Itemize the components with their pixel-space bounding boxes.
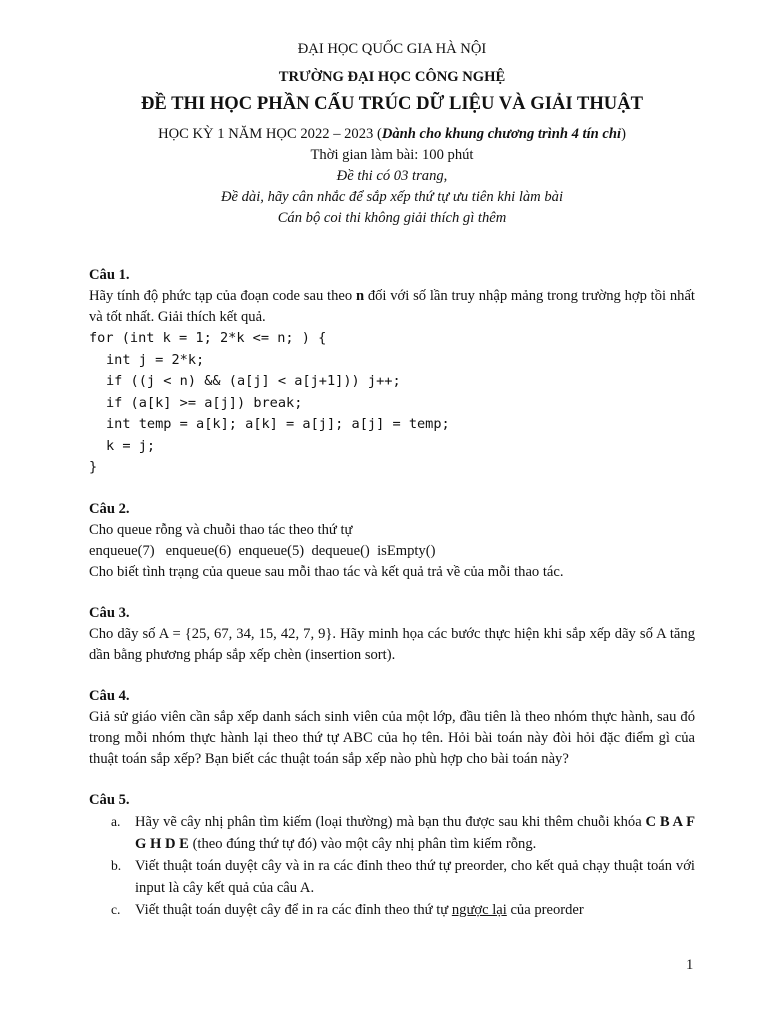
- semester-line: [89, 124, 695, 145]
- duration-line: Thời gian làm bài: 100 phút: [310, 147, 474, 163]
- question-1-text: [89, 286, 695, 328]
- question-5: [89, 790, 695, 921]
- question-2-title: Câu 2.: [89, 500, 130, 517]
- exam-page: [89, 38, 695, 921]
- school-name: TRƯỜNG ĐẠI HỌC CÔNG NGHỆ: [278, 69, 506, 85]
- question-1-text-part: Hãy tính độ phức tạp của đoạn code sau theo: [89, 288, 356, 304]
- semester-emphasis: Dành cho khung chương trình 4 tín chỉ: [381, 126, 622, 142]
- item-text-part: Hãy vẽ cây nhị phân tìm kiếm (loại thường) mà bạn thu được sau khi thêm chuỗi khóa: [135, 813, 646, 830]
- question-5-item-b: [89, 855, 695, 899]
- code-line: if ((j < n) && (a[j] < a[j+1])) j++;: [106, 373, 401, 389]
- question-5-item-a: [89, 811, 695, 855]
- pages-line: Đề thi có 03 trang,: [336, 168, 448, 184]
- question-5-title: Câu 5.: [89, 791, 130, 808]
- key-sequence: C B A F G H D E: [135, 813, 695, 852]
- item-text: Viết thuật toán duyệt cây và in ra các đỉnh theo thứ tự preorder, cho kết quả chạy thuật toán với input là cây kết quả của câu A.: [135, 857, 695, 896]
- question-2-operations: enqueue(7) enqueue(6) enqueue(5) dequeue() isEmpty(): [89, 542, 436, 559]
- question-3-text: Cho dãy số A = {25, 67, 34, 15, 42, 7, 9}. Hãy minh họa các bước thực hiện khi sắp xếp dãy số A tăng dần bằng phương pháp sắp xếp chèn (insertion sort).: [89, 625, 695, 663]
- semester-prefix: HỌC KỲ 1 NĂM HỌC 2022 – 2023 (: [158, 126, 382, 142]
- item-text: [135, 811, 695, 855]
- question-5-item-c: [89, 899, 695, 921]
- question-2-line: Cho queue rỗng và chuỗi thao tác theo thứ tự: [89, 521, 353, 538]
- item-text-part: Viết thuật toán duyệt cây để in ra các đỉnh theo thứ tự: [135, 901, 452, 918]
- question-4-text: Giả sử giáo viên cần sắp xếp danh sách sinh viên của một lớp, đầu tiên là theo nhóm thực hành, sau đó trong mỗi nhóm thực hành lại theo thứ tự ABC của họ tên. Hỏi bài toán này đòi hỏi đặc điểm gì của thuật toán sắp xếp? Bạn biết các thuật toán sắp xếp nào phù hợp cho bài toán này?: [89, 708, 695, 767]
- question-1-variable: n: [355, 288, 365, 304]
- semester-suffix: ): [621, 126, 626, 142]
- code-line: if (a[k] >= a[j]) break;: [106, 394, 303, 411]
- exam-header: [89, 38, 695, 229]
- question-1: [89, 265, 695, 479]
- item-marker: b.: [111, 857, 122, 873]
- item-text-part: của preorder: [506, 901, 584, 918]
- question-4: [89, 686, 695, 770]
- exam-title: ĐỀ THI HỌC PHẦN CẤU TRÚC DỮ LIỆU VÀ GIẢI THUẬT: [140, 93, 644, 114]
- code-line: for (int k = 1; 2*k <= n; ) {: [89, 330, 327, 346]
- question-4-title: Câu 4.: [89, 687, 130, 704]
- question-2: [89, 499, 695, 583]
- page-number: 1: [686, 957, 694, 973]
- code-line: int temp = a[k]; a[k] = a[j]; a[j] = temp;: [106, 416, 450, 432]
- advice-line: Đề dài, hãy cân nhắc để sắp xếp thứ tự ưu tiên khi làm bài: [220, 189, 564, 205]
- proctor-line: Cán bộ coi thi không giải thích gì thêm: [277, 210, 507, 226]
- item-marker: a.: [111, 813, 121, 829]
- item-text: [135, 899, 695, 921]
- code-line: k = j;: [106, 437, 156, 454]
- question-2-line: Cho biết tình trạng của queue sau mỗi thao tác và kết quả trả về của mỗi thao tác.: [89, 563, 564, 580]
- question-1-text-part: đối với số lần truy nhập mảng trong trường hợp tồi nhất và tốt nhất. Giải thích kết quả.: [89, 288, 695, 325]
- code-line: int j = 2*k;: [106, 351, 205, 368]
- university-name: ĐẠI HỌC QUỐC GIA HÀ NỘI: [297, 41, 487, 57]
- question-1-title: Câu 1.: [89, 267, 130, 283]
- question-3: [89, 603, 695, 666]
- item-marker: c.: [111, 901, 121, 917]
- item-text-part: (theo đúng thứ tự đó) vào một cây nhị phân tìm kiếm rỗng.: [188, 835, 537, 852]
- underlined-term: ngược lại: [451, 901, 507, 918]
- code-line: }: [89, 459, 98, 475]
- question-3-title: Câu 3.: [89, 604, 130, 621]
